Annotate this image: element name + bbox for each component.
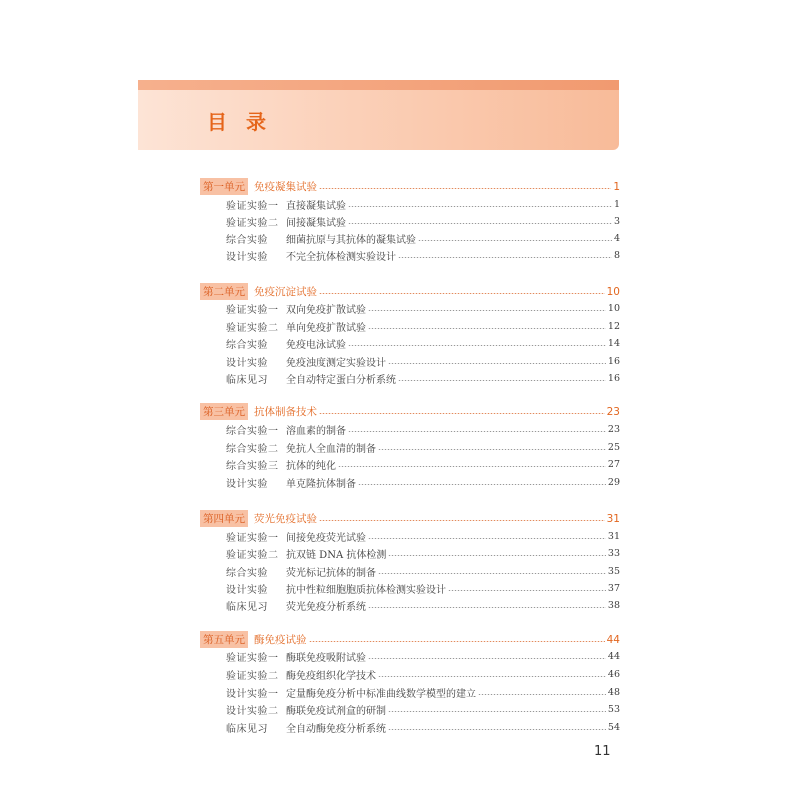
toc-entry[interactable]	[226, 230, 620, 246]
toc-unit-5[interactable]	[200, 631, 620, 648]
entry-page: 16	[607, 355, 620, 367]
unit-tag: 第一单元	[200, 178, 248, 195]
entry-page: 16	[607, 372, 620, 384]
entry-title: 荧光免疫分析系统	[286, 601, 366, 613]
entry-title: 抗体的纯化	[286, 460, 336, 472]
toc-entry[interactable]	[226, 335, 620, 351]
dot-leader	[319, 520, 605, 521]
entry-title: 定量酶免疫分析中标准曲线数学模型的建立	[286, 688, 476, 700]
toc-entry[interactable]	[226, 701, 620, 717]
dot-leader	[368, 538, 606, 539]
entry-kind: 综合实验二	[226, 443, 279, 455]
dot-leader	[388, 363, 606, 364]
unit-tag: 第五单元	[200, 631, 248, 648]
toc-entry[interactable]	[226, 213, 620, 229]
entry-title: 免疫电泳试验	[286, 339, 346, 351]
toc-entry[interactable]	[226, 318, 620, 334]
unit-title: 抗体制备技术	[254, 406, 317, 418]
dot-leader	[478, 694, 606, 695]
toc-entry[interactable]	[226, 666, 620, 682]
entry-page: 46	[607, 668, 620, 680]
toc-entry[interactable]	[226, 545, 620, 561]
entry-page: 35	[607, 565, 620, 577]
entry-title: 双向免疫扩散试验	[286, 304, 366, 316]
dot-leader	[348, 431, 606, 432]
header-banner	[138, 80, 619, 150]
unit-page: 31	[606, 512, 620, 525]
entry-title: 不完全抗体检测实验设计	[286, 251, 396, 263]
entry-page: 25	[607, 441, 620, 453]
unit-tag: 第二单元	[200, 283, 248, 300]
toc-entry[interactable]	[226, 563, 620, 579]
toc-entry[interactable]	[226, 474, 620, 490]
entry-title: 抗双链 DNA 抗体检测	[286, 549, 387, 561]
entry-page: 10	[607, 302, 620, 314]
unit-title: 荧光免疫试验	[254, 513, 317, 525]
toc-entry[interactable]	[226, 648, 620, 664]
toc-entry[interactable]	[226, 456, 620, 472]
entry-title: 酶免疫组织化学技术	[286, 670, 376, 682]
unit-title: 免疫沉淀试验	[254, 286, 317, 298]
entry-page: 48	[607, 686, 620, 698]
entry-title: 免疫浊度测定实验设计	[286, 357, 386, 369]
toc-entry[interactable]	[226, 421, 620, 437]
unit-tag: 第三单元	[200, 403, 248, 420]
toc-entry[interactable]	[226, 580, 620, 596]
entry-page: 23	[607, 423, 620, 435]
dot-leader	[348, 206, 612, 207]
unit-title: 酶免疫试验	[254, 634, 307, 646]
entry-kind: 综合实验	[226, 567, 268, 579]
toc-entry[interactable]	[226, 719, 620, 735]
toc-entry[interactable]	[226, 353, 620, 369]
entry-kind: 验证实验二	[226, 217, 279, 229]
entry-page: 38	[607, 599, 620, 611]
entry-title: 抗中性粒细胞胞质抗体检测实验设计	[286, 584, 446, 596]
dot-leader	[368, 607, 606, 608]
entry-title: 间接免疫荧光试验	[286, 532, 366, 544]
entry-page: 1	[613, 198, 620, 210]
entry-title: 荧光标记抗体的制备	[286, 567, 376, 579]
toc-unit-1[interactable]	[200, 178, 620, 195]
entry-page: 14	[607, 337, 620, 349]
entry-page: 3	[613, 215, 620, 227]
entry-kind: 设计实验	[226, 251, 268, 263]
toc-entry[interactable]	[226, 439, 620, 455]
dot-leader	[319, 293, 605, 294]
entry-kind: 验证实验一	[226, 652, 279, 664]
entry-page: 37	[607, 582, 620, 594]
entry-kind: 验证实验二	[226, 549, 279, 561]
entry-page: 53	[607, 703, 620, 715]
toc-entry[interactable]	[226, 684, 620, 700]
entry-kind: 设计实验二	[226, 705, 279, 717]
entry-page: 29	[607, 476, 620, 488]
entry-title: 溶血素的制备	[286, 425, 346, 437]
page-title: 目 录	[207, 110, 272, 134]
toc-unit-3[interactable]	[200, 403, 620, 420]
toc-entry[interactable]	[226, 247, 620, 263]
toc-unit-4[interactable]	[200, 510, 620, 527]
toc-entry[interactable]	[226, 196, 620, 212]
toc-entry[interactable]	[226, 528, 620, 544]
dot-leader	[378, 449, 606, 450]
entry-title: 酶联免疫试剂盒的研制	[286, 705, 386, 717]
dot-leader	[378, 573, 606, 574]
entry-title: 单向免疫扩散试验	[286, 322, 366, 334]
entry-title: 间接凝集试验	[286, 217, 346, 229]
dot-leader	[319, 413, 605, 414]
entry-kind: 临床见习	[226, 601, 268, 613]
entry-title: 单克隆抗体制备	[286, 478, 356, 490]
unit-page: 44	[606, 633, 620, 646]
entry-page: 31	[607, 530, 620, 542]
entry-title: 细菌抗原与其抗体的凝集试验	[286, 234, 416, 246]
page-number: 11	[594, 744, 611, 759]
entry-title: 免抗人全血清的制备	[286, 443, 376, 455]
entry-page: 44	[607, 650, 620, 662]
entry-page: 54	[607, 721, 620, 733]
dot-leader	[338, 466, 606, 467]
entry-kind: 验证实验二	[226, 322, 279, 334]
entry-page: 27	[607, 458, 620, 470]
toc-entry[interactable]	[226, 597, 620, 613]
dot-leader	[398, 257, 612, 258]
entry-kind: 临床见习	[226, 374, 268, 386]
entry-kind: 综合实验	[226, 339, 268, 351]
entry-kind: 临床见习	[226, 723, 268, 735]
dot-leader	[358, 484, 606, 485]
entry-page: 12	[607, 320, 620, 332]
unit-tag: 第四单元	[200, 510, 248, 527]
entry-kind: 验证实验一	[226, 200, 279, 212]
entry-kind: 综合实验三	[226, 460, 279, 472]
entry-page: 8	[613, 249, 620, 261]
entry-kind: 综合实验	[226, 234, 268, 246]
dot-leader	[398, 380, 606, 381]
unit-page: 10	[606, 285, 620, 298]
entry-kind: 验证实验一	[226, 304, 279, 316]
unit-page: 23	[606, 405, 620, 418]
entry-page: 33	[607, 547, 620, 559]
dot-leader	[418, 240, 612, 241]
toc-unit-2[interactable]	[200, 283, 620, 300]
entry-title: 全自动酶免疫分析系统	[286, 723, 386, 735]
entry-title: 酶联免疫吸附试验	[286, 652, 366, 664]
dot-leader	[368, 658, 606, 659]
dot-leader	[309, 641, 605, 642]
entry-kind: 验证实验一	[226, 532, 279, 544]
entry-kind: 设计实验	[226, 357, 268, 369]
unit-page: 1	[613, 180, 620, 193]
entry-kind: 设计实验	[226, 584, 268, 596]
entry-title: 直接凝集试验	[286, 200, 346, 212]
dot-leader	[378, 676, 606, 677]
dot-leader	[319, 188, 611, 189]
toc-entry[interactable]	[226, 300, 620, 316]
dot-leader	[388, 711, 606, 712]
entry-kind: 综合实验一	[226, 425, 279, 437]
unit-title: 免疫凝集试验	[254, 181, 317, 193]
entry-title: 全自动特定蛋白分析系统	[286, 374, 396, 386]
dot-leader	[368, 328, 606, 329]
entry-page: 4	[613, 232, 620, 244]
dot-leader	[388, 729, 606, 730]
dot-leader	[388, 555, 606, 556]
entry-kind: 验证实验二	[226, 670, 279, 682]
dot-leader	[348, 345, 606, 346]
entry-kind: 设计实验	[226, 478, 268, 490]
dot-leader	[448, 590, 606, 591]
dot-leader	[348, 223, 612, 224]
toc-entry[interactable]	[226, 370, 620, 386]
banner-stripe	[138, 80, 619, 90]
entry-kind: 设计实验一	[226, 688, 279, 700]
dot-leader	[368, 310, 606, 311]
